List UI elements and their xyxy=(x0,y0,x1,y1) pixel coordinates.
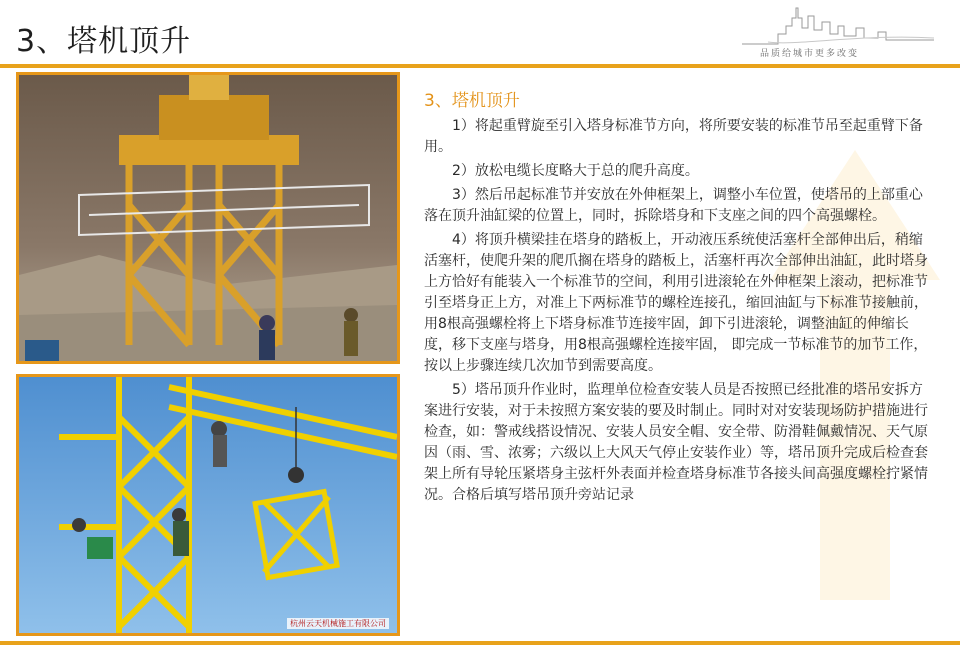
slogan: 品质给城市更多改变 xyxy=(760,49,860,59)
step-1-paragraph: 1）将起重臂旋至引入塔身标准节方向，将所要安装的标准节吊至起重臂下备用。 xyxy=(424,118,923,155)
step-4-paragraph: 4）将顶升横梁挂在塔身的踏板上，开动液压系统使活塞杆全部伸出后，稍缩活塞杆，使爬升架的爬爪搁在塔身的踏板上，活塞杆再次全部伸出油缸，此时塔身上方恰好有能装入一个标准节的空间，利用引进滚轮在外伸框架上滚动，把标准节引至塔身正上方，对准上下两标准节的螺栓连接孔，缩回油缸与下标准节接触前，用8根高强螺栓将上下塔身标准节连接牢固，卸下引进滚轮，调整油缸的伸缩长度，移下支座与塔身，用8根高强螺栓连接牢固， 即完成一节标准节的加节工作，按以上步骤连续几次加节到需要高度。 xyxy=(424,232,928,374)
step-5-paragraph: 5）塔吊顶升作业时，监理单位检查安装人员是否按照已经批准的塔吊安拆方案进行安装，对于未按照方案安装的要及时制止。同时对对安装现场防护措施进行检查，如：警戒线搭设情况、安装人员安全帽、安全带、防滑鞋佩戴情况、天气原因（雨、雪、浓雾；六级以上大风天气停止安装作业）等，塔吊顶升完成后检查套架上所有导轮压紧塔身主弦杆外表面并检查塔身标准节各接头间高强度螺栓拧紧情况。合格后填写塔吊顶升旁站记录 xyxy=(424,382,928,503)
content-text xyxy=(424,86,932,509)
page-title: 3、塔机顶升 xyxy=(16,24,192,59)
header-divider xyxy=(0,64,960,68)
step-3-paragraph: 3）然后吊起标准节并安放在外伸框架上，调整小车位置，使塔吊的上部重心落在顶升油缸梁的位置上，同时，拆除塔身和下支座之间的四个高强螺栓。 xyxy=(424,187,923,224)
section-heading: 3、塔机顶升 xyxy=(424,91,520,111)
footer-divider xyxy=(0,641,960,645)
standard-section-install-photo xyxy=(16,374,400,636)
crane-climbing-photo xyxy=(16,72,400,364)
step-2-paragraph: 2）放松电缆长度略大于总的爬升高度。 xyxy=(452,163,699,179)
photo-caption: 杭州云天机械施工有限公司 xyxy=(287,618,389,629)
